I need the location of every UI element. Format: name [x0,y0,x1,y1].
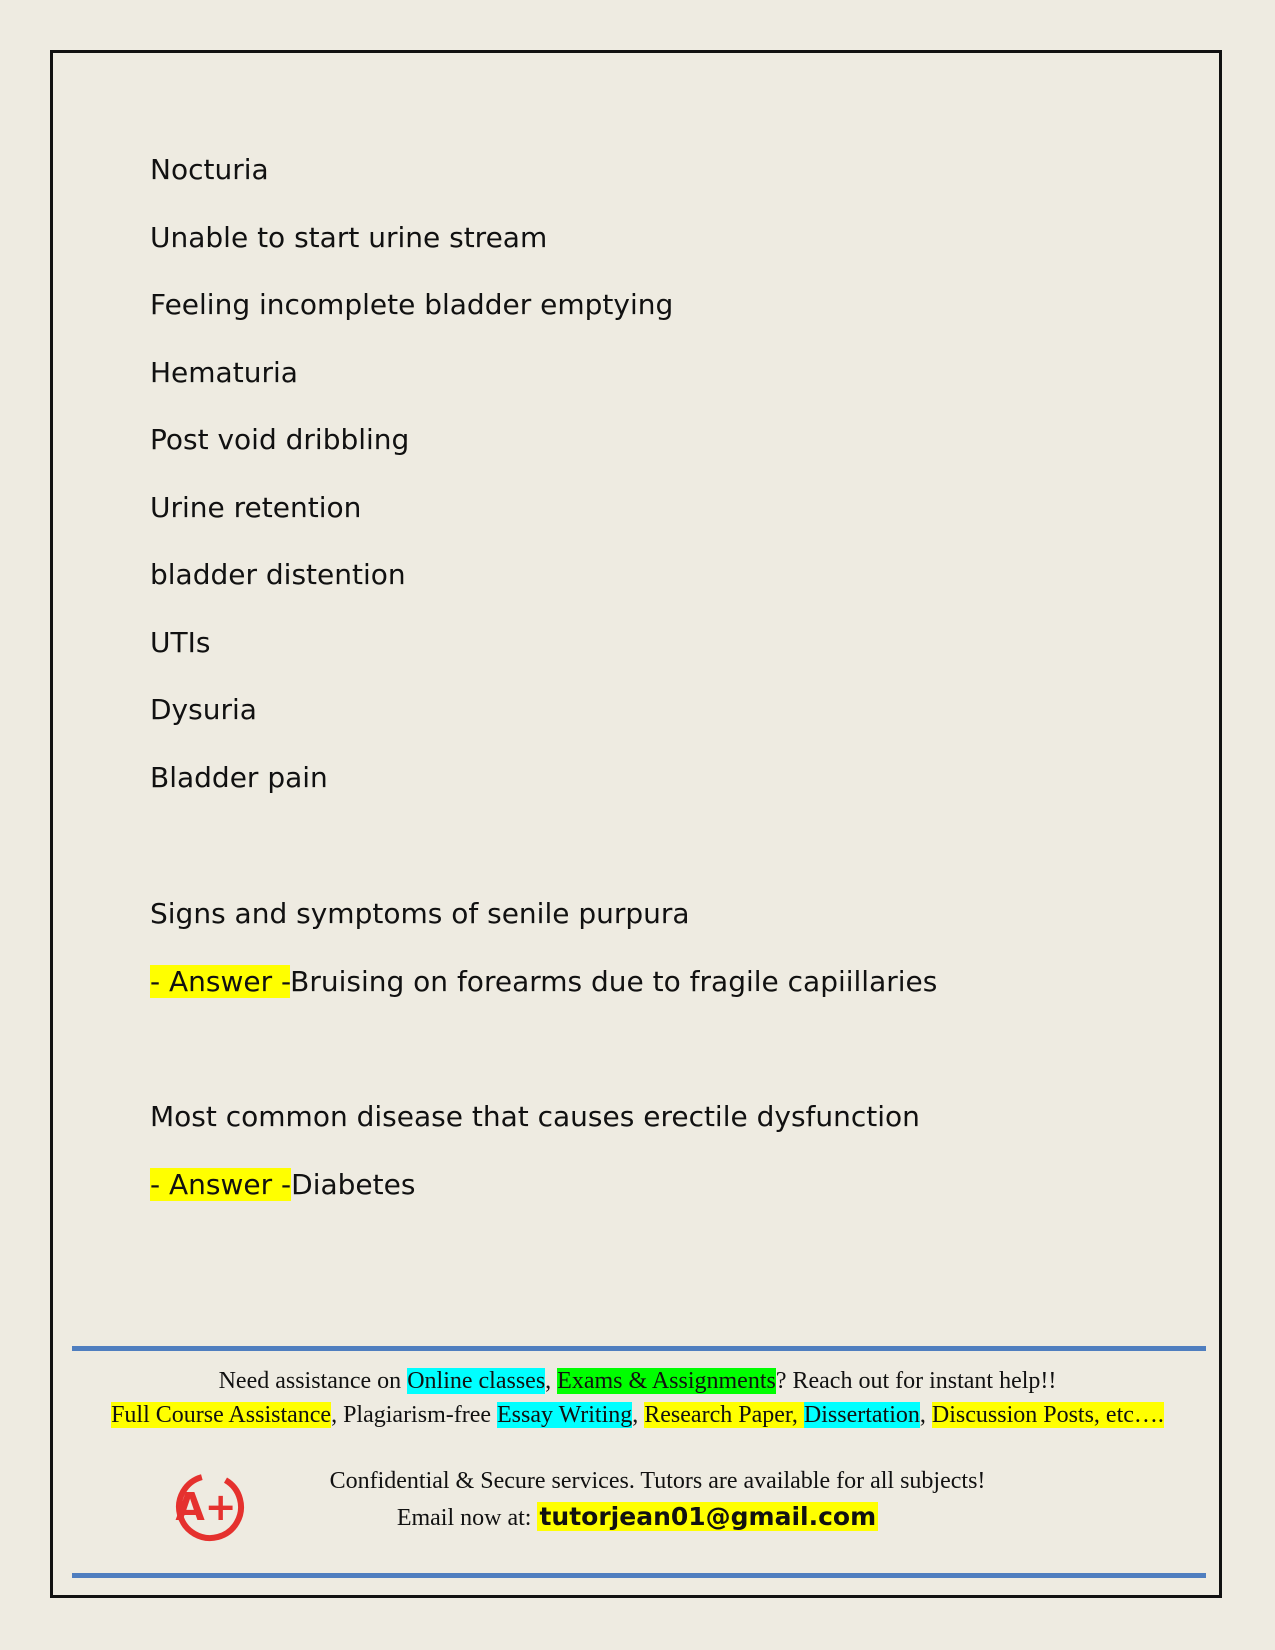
exams-highlight: Exams & Assignments [557,1368,776,1394]
footer-text: ? Reach out for instant help!! [775,1368,1057,1394]
question-text: Signs and symptoms of senile purpura [150,897,690,930]
answer-text: Bruising on forearms due to fragile capiillaries [290,964,938,998]
dissertation-highlight: Dissertation [803,1402,920,1428]
answer-text: Diabetes [291,1167,416,1201]
full-course-highlight: Full Course Assistance [111,1402,332,1428]
list-item: Urine retention [150,490,362,524]
logo-text: A+ [175,1485,237,1529]
footer-top-divider [72,1346,1206,1351]
answer-row [150,1165,920,1233]
essay-highlight: Essay Writing [497,1402,633,1428]
answer-label: - Answer - [150,1167,292,1201]
footer-line-offerings [0,1402,1275,1429]
list-item: bladder distention [150,558,406,591]
footer-bottom-divider [72,1573,1206,1578]
answer-row [150,962,937,1030]
footer-text: Need assistance on [218,1368,408,1394]
answer-label: - Answer - [150,964,291,998]
footer-line-confidential: Confidential & Secure services. Tutors are available for all subjects! [329,1468,986,1494]
discussion-highlight: Discussion Posts, etc…. [931,1402,1164,1428]
footer-text: , [919,1402,932,1428]
footer-line-email [0,1502,1275,1532]
online-classes-highlight: Online classes [407,1368,546,1394]
list-item: Unable to start urine stream [150,220,548,254]
question-text: Most common disease that causes erectile dysfunction [150,1100,920,1133]
list-item: Feeling incomplete bladder emptying [150,288,674,321]
symptom-list [150,150,673,825]
list-item: Dysuria [150,693,257,726]
footer-line-services [0,1368,1275,1395]
email-address: tutorjean01@gmail.com [539,1502,877,1531]
footer-text: , [545,1368,558,1394]
research-highlight: Research Paper, [644,1402,804,1428]
list-item: UTIs [150,625,211,659]
qa-erectile-dysfunction [150,1097,920,1232]
email-prefix: Email now at: [396,1505,538,1531]
list-item: Nocturia [150,153,269,186]
list-item: Post void dribbling [150,423,410,456]
footer-text: , [632,1402,645,1428]
list-item: Hematuria [150,355,298,389]
footer-text: , Plagiarism-free [331,1402,498,1428]
list-item: Bladder pain [150,760,328,794]
qa-senile-purpura [150,894,937,1029]
